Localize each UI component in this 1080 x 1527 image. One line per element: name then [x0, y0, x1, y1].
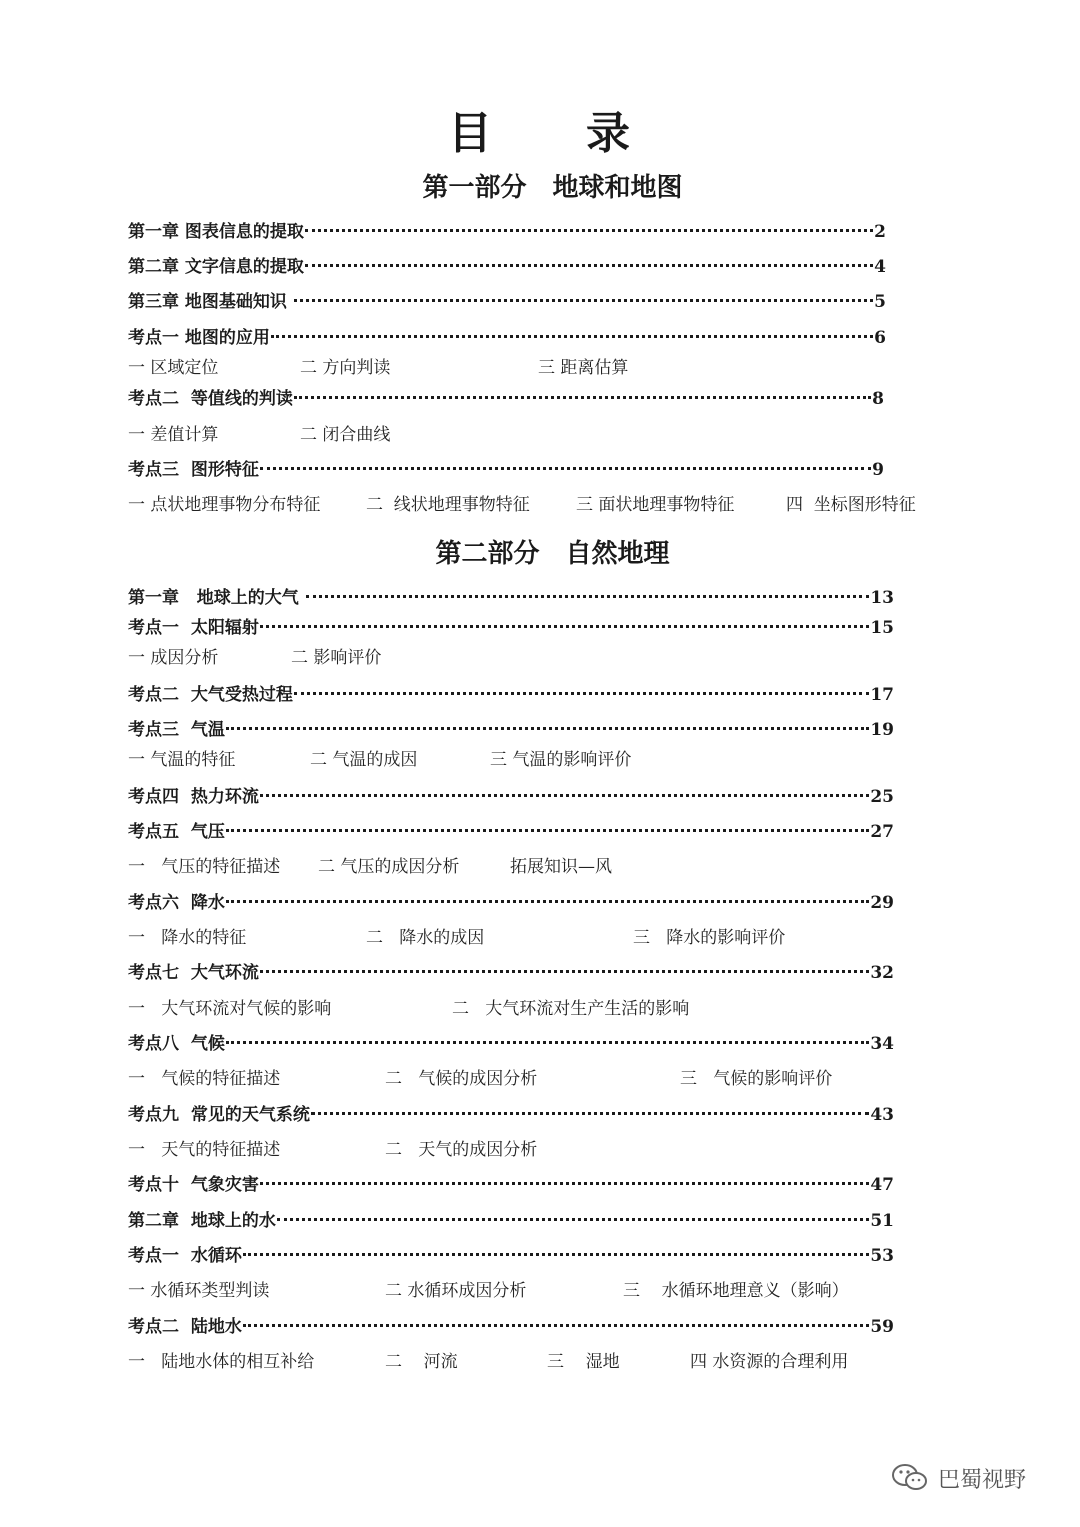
subtopic[interactable]: 二 闭合曲线 [300, 425, 391, 445]
entry-label: 考点九 常见的天气系统 [128, 1105, 310, 1125]
toc-entry[interactable] [128, 824, 894, 841]
dot-leader [243, 1324, 869, 1327]
entry-label: 考点七 大气环流 [128, 963, 259, 983]
subtopic[interactable]: 三 距离估算 [538, 358, 629, 378]
entry-page: 29 [870, 893, 894, 913]
entry-page: 25 [870, 787, 894, 807]
dot-leader [226, 829, 869, 832]
wechat-icon [890, 1462, 930, 1494]
toc-entry[interactable] [128, 1107, 894, 1124]
subtopic[interactable]: 二 影响评价 [291, 648, 382, 668]
entry-page: 53 [870, 1246, 894, 1266]
subtopic[interactable]: 一 天气的特征描述 [128, 1140, 281, 1160]
dot-leader [294, 692, 869, 695]
subtopic[interactable]: 三 气候的影响评价 [680, 1069, 833, 1089]
dot-leader [311, 1112, 869, 1115]
subtopic[interactable]: 一 差值计算 [128, 425, 219, 445]
subtopic[interactable]: 二 水循环成因分析 [385, 1281, 527, 1301]
entry-label: 考点一 地图的应用 [128, 328, 270, 348]
part2-heading: 第二部分 自然地理 [435, 539, 670, 569]
dot-leader [260, 970, 869, 973]
subtopic[interactable]: 二 线状地理事物特征 [366, 495, 530, 515]
entry-page: 32 [870, 963, 894, 983]
entry-page: 43 [870, 1105, 894, 1125]
subtopic[interactable]: 一 大气环流对气候的影响 [128, 999, 332, 1019]
watermark-text: 巴蜀视野 [938, 1467, 1027, 1493]
subtopic[interactable]: 一 区域定位 [128, 358, 219, 378]
subtopic[interactable]: 一 水循环类型判读 [128, 1281, 270, 1301]
toc-entry[interactable] [128, 1177, 894, 1194]
entry-page: 34 [870, 1034, 894, 1054]
toc-entry[interactable] [128, 1248, 894, 1265]
dot-leader [260, 1182, 869, 1185]
entry-page: 13 [870, 588, 894, 608]
entry-page: 51 [870, 1211, 894, 1231]
subtopic[interactable]: 三 气温的影响评价 [490, 750, 632, 770]
dot-leader [243, 1253, 869, 1256]
subtopic[interactable]: 二 气候的成因分析 [385, 1069, 538, 1089]
entry-page: 19 [870, 720, 894, 740]
entry-label: 考点十 气象灾害 [128, 1175, 259, 1195]
entry-page: 2 [874, 222, 886, 242]
toc-entry[interactable] [128, 391, 884, 408]
subtopic[interactable]: 一 成因分析 [128, 648, 219, 668]
dot-leader [294, 396, 871, 399]
subtopic[interactable]: 一 气温的特征 [128, 750, 236, 770]
entry-label: 考点五 气压 [128, 822, 225, 842]
toc-entry[interactable] [128, 1213, 894, 1230]
toc-entry[interactable] [128, 965, 894, 982]
subtopic[interactable]: 三 水循环地理意义（影响） [623, 1281, 849, 1301]
entry-label: 考点四 热力环流 [128, 787, 259, 807]
subtopic[interactable]: 二 气压的成因分析 [318, 857, 460, 877]
subtopic[interactable]: 二 方向判读 [300, 358, 391, 378]
entry-label: 考点六 降水 [128, 893, 225, 913]
subtopic[interactable]: 一 陆地水体的相互补给 [128, 1352, 315, 1372]
entry-page: 47 [870, 1175, 894, 1195]
entry-page: 8 [872, 389, 884, 409]
subtopic[interactable]: 四 水资源的合理利用 [690, 1352, 849, 1372]
toc-entry[interactable] [128, 687, 894, 704]
entry-page: 15 [870, 618, 894, 638]
dot-leader [277, 1218, 869, 1221]
toc-entry[interactable] [128, 330, 886, 347]
entry-label: 考点一 太阳辐射 [128, 618, 259, 638]
entry-label: 第二章 文字信息的提取 [128, 257, 304, 277]
toc-entry[interactable] [128, 462, 884, 479]
entry-label: 考点三 气温 [128, 720, 225, 740]
entry-page: 5 [874, 292, 886, 312]
subtopic[interactable]: 二 天气的成因分析 [385, 1140, 538, 1160]
entry-label: 考点一 水循环 [128, 1246, 242, 1266]
dot-leader [294, 299, 873, 302]
subtopic[interactable]: 拓展知识—风 [510, 857, 612, 877]
toc-entry[interactable] [128, 590, 894, 607]
entry-label: 考点二 等值线的判读 [128, 389, 293, 409]
subtopic[interactable]: 三 降水的影响评价 [633, 928, 786, 948]
toc-entry[interactable] [128, 895, 894, 912]
dot-leader [226, 900, 869, 903]
dot-leader [305, 229, 873, 232]
toc-entry[interactable] [128, 1036, 894, 1053]
entry-page: 4 [874, 257, 886, 277]
dot-leader [305, 264, 873, 267]
toc-entry[interactable] [128, 224, 886, 241]
dot-leader [226, 1041, 869, 1044]
toc-entry[interactable] [128, 259, 886, 276]
entry-page: 17 [870, 685, 894, 705]
entry-page: 9 [872, 460, 884, 480]
dot-leader [260, 467, 871, 470]
subtopic[interactable]: 二 大气环流对生产生活的影响 [452, 999, 690, 1019]
toc-entry[interactable] [128, 620, 894, 637]
dot-leader [260, 794, 869, 797]
entry-label: 第一章 图表信息的提取 [128, 222, 304, 242]
subtopic[interactable]: 二 河流 [385, 1352, 458, 1372]
subtopic[interactable]: 二 降水的成因 [366, 928, 485, 948]
subtopic[interactable]: 三 面状地理事物特征 [576, 495, 735, 515]
subtopic[interactable]: 二 气温的成因 [310, 750, 418, 770]
entry-page: 59 [870, 1317, 894, 1337]
entry-page: 27 [870, 822, 894, 842]
toc-entry[interactable] [128, 722, 894, 739]
subtopic[interactable]: 三 湿地 [547, 1352, 620, 1372]
entry-label: 考点三 图形特征 [128, 460, 259, 480]
entry-label: 第三章 地图基础知识 [128, 292, 293, 312]
watermark [890, 1462, 1026, 1494]
toc-entry[interactable] [128, 294, 886, 311]
entry-label: 第一章 地球上的大气 [128, 588, 305, 608]
page-title: 目 录 [448, 108, 632, 159]
entry-label: 考点二 陆地水 [128, 1317, 242, 1337]
dot-leader [306, 595, 870, 598]
dot-leader [271, 335, 873, 338]
part1-heading: 第一部分 地球和地图 [422, 173, 683, 203]
toc-entry[interactable] [128, 789, 894, 806]
entry-label: 考点二 大气受热过程 [128, 685, 293, 705]
entry-page: 6 [874, 328, 886, 348]
dot-leader [260, 625, 869, 628]
subtopic[interactable]: 一 点状地理事物分布特征 [128, 495, 321, 515]
subtopic[interactable]: 四 坐标图形特征 [786, 495, 916, 515]
entry-label: 考点八 气候 [128, 1034, 225, 1054]
subtopic[interactable]: 一 气压的特征描述 [128, 857, 281, 877]
toc-entry[interactable] [128, 1319, 894, 1336]
subtopic[interactable]: 一 气候的特征描述 [128, 1069, 281, 1089]
subtopic[interactable]: 一 降水的特征 [128, 928, 247, 948]
dot-leader [226, 727, 869, 730]
entry-label: 第二章 地球上的水 [128, 1211, 276, 1231]
